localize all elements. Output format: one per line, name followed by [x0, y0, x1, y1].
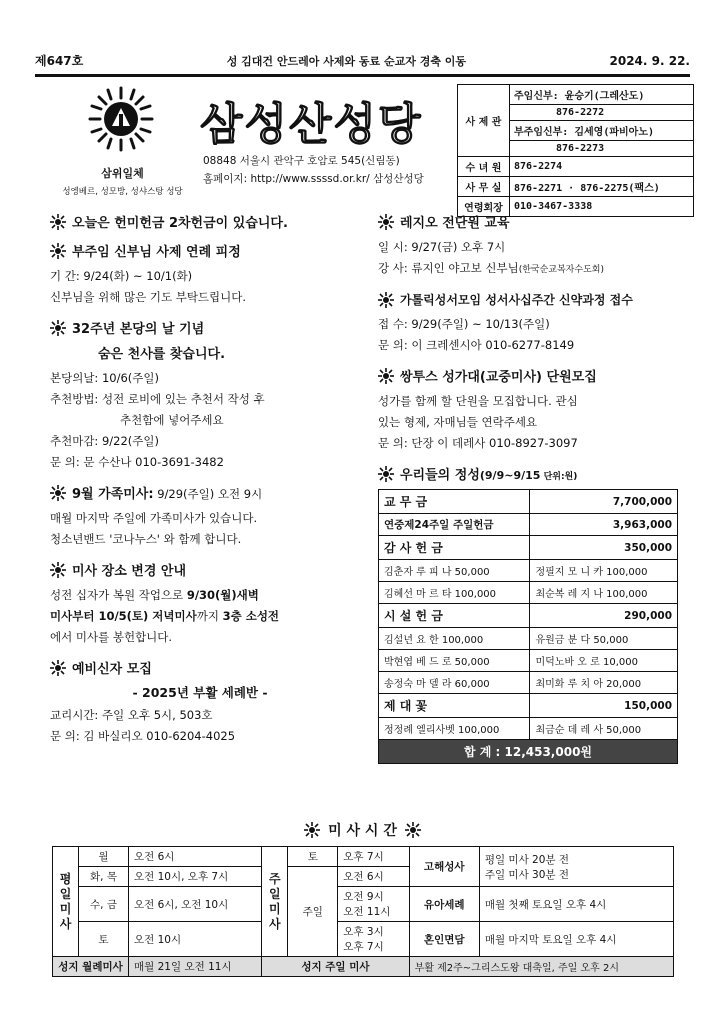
section-title: 오늘은 헌미헌금 2차헌금이 있습니다. — [72, 216, 288, 231]
flower-bullet-icon — [50, 562, 66, 578]
weekday-mass-label: 평일미사 — [53, 847, 79, 957]
offering-category: 감 사 헌 금 — [379, 536, 530, 560]
venue-location: 3층 소성전 — [222, 609, 280, 623]
church-name: 삼성산성당 — [200, 99, 423, 150]
feast-subtitle: 성 김대건 안드레아 사제와 동료 순교자 경축 이동 — [226, 54, 467, 68]
bible-contact: 문 의: 이 크레센시아 010-6277-8149 — [378, 338, 575, 352]
header-divider — [35, 74, 690, 77]
pastor-phone: 876-2272 — [510, 105, 694, 121]
confession-time-2: 주일 미사 30분 전 — [484, 868, 570, 881]
section-subtitle: 숨은 천사를 찾습니다. — [98, 347, 226, 362]
donor-entry: 김설년 요 한 100,000 — [379, 628, 530, 650]
flower-bullet-icon — [378, 368, 394, 384]
section-second-collection — [50, 212, 350, 231]
bible-registration: 접 수: 9/29(주일) ~ 10/13(주일) — [378, 317, 550, 331]
flower-bullet-icon — [378, 466, 394, 482]
flower-bullet-icon — [50, 243, 66, 259]
sunday-time: 오전 9시 — [343, 891, 384, 903]
choir-line-2: 있는 형제, 자매님들 연락주세요 — [378, 415, 538, 429]
parish-day-date: 본당의날: 10/6(주일) — [50, 371, 159, 385]
section-catechumen — [50, 658, 350, 747]
section-title: 9월 가족미사: — [72, 487, 154, 502]
mass-time — [338, 887, 409, 922]
section-title: 부주임 신부님 사제 연례 피정 — [72, 245, 241, 260]
offering-unit: 단위:원) — [540, 472, 578, 482]
legio-speaker — [378, 258, 678, 281]
flower-bullet-icon — [50, 214, 66, 230]
mass-time: 오전 6시, 오전 10시 — [129, 887, 262, 922]
shrine-monthly-time: 매월 21일 오전 11시 — [129, 957, 262, 977]
family-mass-note: 매월 마지막 주일에 가족미사가 있습니다. — [50, 511, 258, 525]
section-choir — [378, 366, 678, 454]
council-phone: 010-3467-3338 — [510, 197, 694, 217]
church-emblem-icon — [86, 84, 156, 154]
convent-label: 수 녀 원 — [458, 157, 510, 177]
offerings-table — [378, 489, 678, 764]
flower-bullet-icon — [50, 320, 66, 336]
office-phone: 876-2271 · 876-2275(팩스) — [510, 177, 694, 197]
sunday-time: 오후 7시 — [343, 941, 384, 953]
flower-bullet-icon — [378, 214, 394, 230]
family-mass-time: 9/29(주일) 오전 9시 — [153, 487, 263, 501]
speaker-name: 강 사: 류지인 야고보 신부님 — [378, 261, 519, 275]
offering-amount: 290,000 — [530, 604, 678, 628]
confession-times — [479, 847, 673, 887]
venue-text: 성전 십자가 복원 작업으로 — [50, 588, 187, 602]
offering-amount: 150,000 — [530, 694, 678, 718]
homepage-label: 홈페이지: — [203, 173, 248, 185]
catechism-time: 교리시간: 주일 오후 5시, 503호 — [50, 708, 213, 722]
council-label: 연령회장 — [458, 197, 510, 217]
mass-time: 오전 10시, 오후 7시 — [129, 867, 262, 887]
shrine-sunday-label: 성지 주일 미사 — [262, 957, 409, 977]
section-venue-change — [50, 560, 350, 648]
mass-time — [338, 922, 409, 957]
mass-title-text: 미 사 시 간 — [328, 823, 397, 839]
section-family-mass — [50, 483, 350, 550]
donor-entry: 유원금 분 다 50,000 — [530, 628, 678, 650]
shrine-monthly-label: 성지 월례미사 — [53, 957, 129, 977]
donor-entry: 김혜선 마 르 타 100,000 — [379, 582, 530, 604]
section-legio — [378, 212, 678, 281]
mass-day: 월 — [79, 847, 129, 867]
right-column — [378, 212, 678, 774]
mass-time — [338, 867, 409, 887]
venue-date-end: 미사부터 10/5(토) 저녁미사 — [50, 609, 197, 623]
donor-entry: 최금순 데 레 사 50,000 — [530, 718, 678, 740]
assistant-phone: 876-2273 — [510, 141, 694, 157]
offering-total: 합 계 : 12,453,000원 — [379, 740, 678, 764]
sunday-time: 오후 3시 — [343, 926, 384, 938]
offering-amount: 7,700,000 — [530, 490, 678, 514]
section-title: 가톨릭성서모임 성서사십주간 신약과정 접수 — [400, 293, 633, 307]
nomination-method-cont: 추천함에 넣어주세요 — [120, 413, 224, 427]
flower-bullet-icon — [304, 822, 320, 838]
offering-category: 교 무 금 — [379, 490, 530, 514]
nomination-deadline: 추천마감: 9/22(주일) — [50, 434, 159, 448]
venue-date-start: 9/30(월)새벽 — [186, 588, 259, 602]
mass-day: 주일 — [288, 867, 338, 957]
mass-time: 오후 7시 — [338, 847, 409, 867]
donor-entry: 정정례 엘리사벳 100,000 — [379, 718, 530, 740]
church-address-block — [203, 152, 424, 188]
mass-times-table — [52, 846, 674, 977]
donor-entry: 송정숙 마 델 라 60,000 — [379, 672, 530, 694]
offering-amount: 350,000 — [530, 536, 678, 560]
sunday-time: 오전 11시 — [343, 906, 391, 918]
choir-contact: 문 의: 단장 이 데레사 010-8927-3097 — [378, 436, 578, 450]
mass-times-title — [0, 820, 725, 840]
venue-line-1 — [50, 585, 350, 606]
offering-amount: 3,963,000 — [530, 514, 678, 536]
venue-line-3: 에서 미사를 봉헌합니다. — [50, 630, 173, 644]
shrine-sunday-time: 부활 제2주~그리스도왕 대축일, 주일 오후 2시 — [409, 957, 673, 977]
pastor-name: 주임신부: 윤승기(그레산도) — [510, 85, 694, 105]
donor-entry: 최순복 레 지 나 100,000 — [530, 582, 678, 604]
offering-category: 연중제24주일 주일헌금 — [379, 514, 530, 536]
sunday-mass-label: 주일미사 — [262, 847, 288, 957]
section-title: 우리들의 정성 — [400, 468, 480, 483]
section-title: 쌍투스 성가대(교중미사) 단원모집 — [400, 370, 597, 385]
section-title: 32주년 본당의 날 기념 — [72, 322, 205, 337]
offering-period: (9/9~9/15 — [479, 469, 541, 482]
patron-saints: 성엥베르, 성모방, 성샤스탕 성당 — [62, 187, 183, 197]
choir-line-1: 성가를 함께 할 단원을 모집합니다. 관심 — [378, 394, 578, 408]
mass-day: 수, 금 — [79, 887, 129, 922]
confession-label: 고해성사 — [409, 847, 479, 887]
mass-day: 토 — [79, 922, 129, 957]
section-title: 미사 장소 변경 안내 — [72, 564, 187, 579]
legio-time: 일 시: 9/27(금) 오후 7시 — [378, 240, 506, 254]
offering-category: 시 설 헌 금 — [379, 604, 530, 628]
assistant-name: 부주임신부: 김세영(파비아노) — [510, 121, 694, 141]
section-retreat — [50, 241, 350, 308]
infant-baptism-time: 매월 첫째 토요일 오후 4시 — [479, 887, 673, 922]
confession-time-1: 평일 미사 20분 전 — [484, 853, 570, 866]
nomination-method: 추천방법: 성전 로비에 있는 추천서 작성 후 — [50, 392, 265, 406]
homepage-link[interactable]: http://www.ssssd.or.kr/ 삼성산성당 — [250, 173, 424, 185]
retreat-note: 신부님을 위해 많은 기도 부탁드립니다. — [50, 290, 247, 304]
mass-time: 오전 6시 — [129, 847, 262, 867]
nomination-contact: 문 의: 문 수산나 010-3691-3482 — [50, 455, 224, 469]
donor-entry: 박현엽 베 드 로 50,000 — [379, 650, 530, 672]
header-bar — [35, 52, 690, 69]
office-label: 사 무 실 — [458, 177, 510, 197]
marriage-time: 매월 마지막 토요일 오후 4시 — [479, 922, 673, 957]
left-column — [50, 212, 350, 757]
catechism-contact: 문 의: 김 바실리오 010-6204-4025 — [50, 729, 236, 743]
section-offerings — [378, 464, 678, 764]
section-title: 레지오 전단원 교육 — [400, 216, 510, 231]
section-bible — [378, 291, 678, 356]
flower-bullet-icon — [378, 292, 394, 308]
section-title: 예비신자 모집 — [72, 662, 152, 677]
donor-entry: 정필지 모 니 카 100,000 — [530, 560, 678, 582]
flower-bullet-icon — [50, 660, 66, 676]
venue-line-2 — [50, 606, 350, 627]
speaker-order: (한국순교복자수도회) — [518, 265, 604, 275]
donor-entry: 미덕노바 오 로 10,000 — [530, 650, 678, 672]
marriage-label: 혼인면담 — [409, 922, 479, 957]
mass-day: 화, 목 — [79, 867, 129, 887]
flower-bullet-icon — [50, 485, 66, 501]
section-parish-day — [50, 318, 350, 473]
homepage-line — [203, 170, 424, 188]
retreat-period: 기 간: 9/24(화) ~ 10/1(화) — [50, 269, 193, 283]
rectory-label: 사 제 관 — [458, 85, 510, 157]
sunday-time: 오전 6시 — [343, 871, 384, 883]
parish-patron: 삼위일체 — [101, 167, 144, 180]
contact-table — [457, 84, 694, 217]
section-subtitle: - 2025년 부활 세례반 - — [132, 685, 268, 700]
donor-entry: 김춘자 루 피 나 50,000 — [379, 560, 530, 582]
issue-date: 2024. 9. 22. — [609, 53, 690, 68]
mass-day: 토 — [288, 847, 338, 867]
church-address: 08848 서울시 관악구 호암로 545(신림동) — [203, 155, 400, 167]
logo-area — [40, 84, 205, 197]
infant-baptism-label: 유아세례 — [409, 887, 479, 922]
mass-time: 오전 10시 — [129, 922, 262, 957]
convent-phone: 876-2274 — [510, 157, 694, 177]
flower-bullet-icon — [405, 822, 421, 838]
issue-number: 제647호 — [35, 54, 84, 68]
venue-text: 까지 — [196, 609, 223, 623]
offering-category: 제 대 꽃 — [379, 694, 530, 718]
donor-entry: 최미화 루 치 아 20,000 — [530, 672, 678, 694]
family-mass-band: 청소년밴드 '코나누스' 와 함께 합니다. — [50, 532, 242, 546]
